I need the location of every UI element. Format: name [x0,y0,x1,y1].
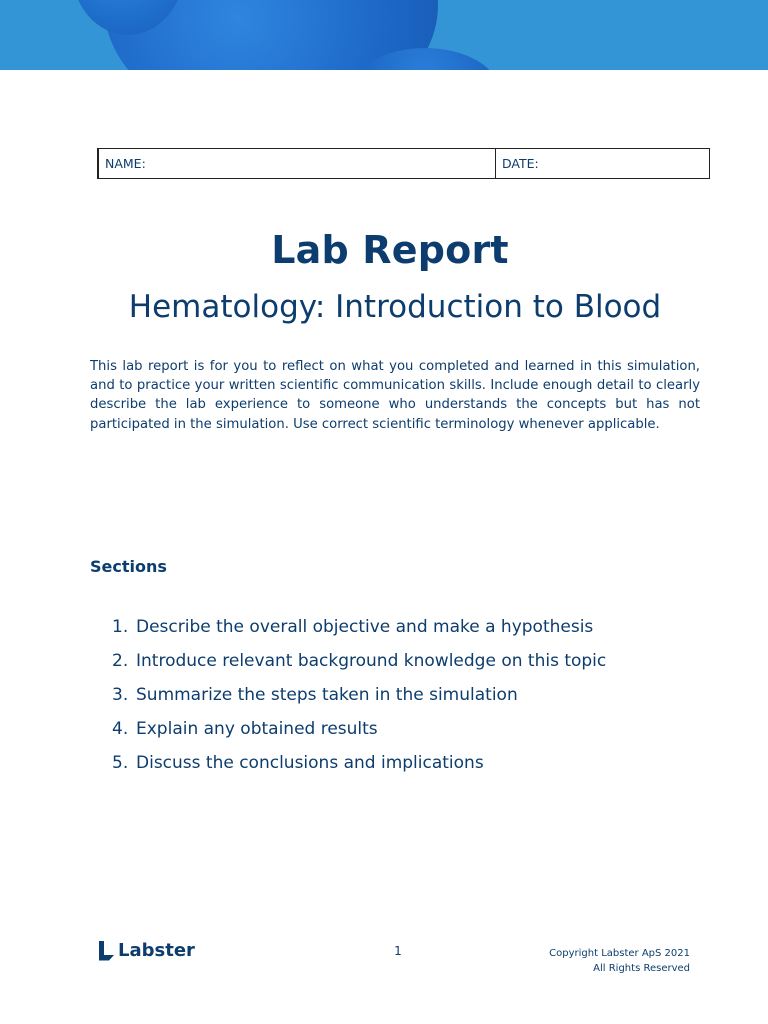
list-item-number: 1. [112,617,129,637]
list-item [112,644,672,678]
date-label: DATE: [502,156,539,171]
page-subtitle: Hematology: Introduction to Blood [128,289,662,325]
list-item-number: 4. [112,719,129,739]
list-item-number: 2. [112,651,129,671]
copyright-notice [520,946,690,976]
page-title: Lab Report [271,228,509,272]
list-item-text: Discuss the conclusions and implications [136,753,484,773]
name-label: NAME: [105,156,146,171]
name-field[interactable] [99,149,496,178]
list-item-text: Explain any obtained results [136,719,378,739]
intro-paragraph: This lab report is for you to reflect on what you completed and learned in this simulation, and to practice your written scientific communication skills. Include enough detail to clearly describe the lab experience to someone who understands the concepts but has not participated in the simulation. Use correct scientific terminology whenever applicable. [90,359,700,432]
list-item-number: 3. [112,685,129,705]
labster-logo-icon [98,941,115,961]
list-item [112,712,672,746]
sections-list [112,610,672,780]
header-banner [0,0,768,70]
copyright-line: Copyright Labster ApS 2021 [549,948,690,959]
list-item-number: 5. [112,753,129,773]
date-field[interactable] [496,149,709,178]
list-item [112,746,672,780]
name-date-box [97,148,710,179]
sections-heading: Sections [90,557,167,576]
list-item [112,678,672,712]
list-item [112,610,672,644]
logo-text: Labster [118,940,195,961]
list-item-text: Introduce relevant background knowledge on this topic [136,651,607,671]
list-item-text: Summarize the steps taken in the simulation [136,685,518,705]
list-item-text: Describe the overall objective and make a hypothesis [136,617,594,637]
labster-logo [98,940,195,961]
page-number: 1 [394,944,402,958]
rights-line: All Rights Reserved [593,963,690,974]
